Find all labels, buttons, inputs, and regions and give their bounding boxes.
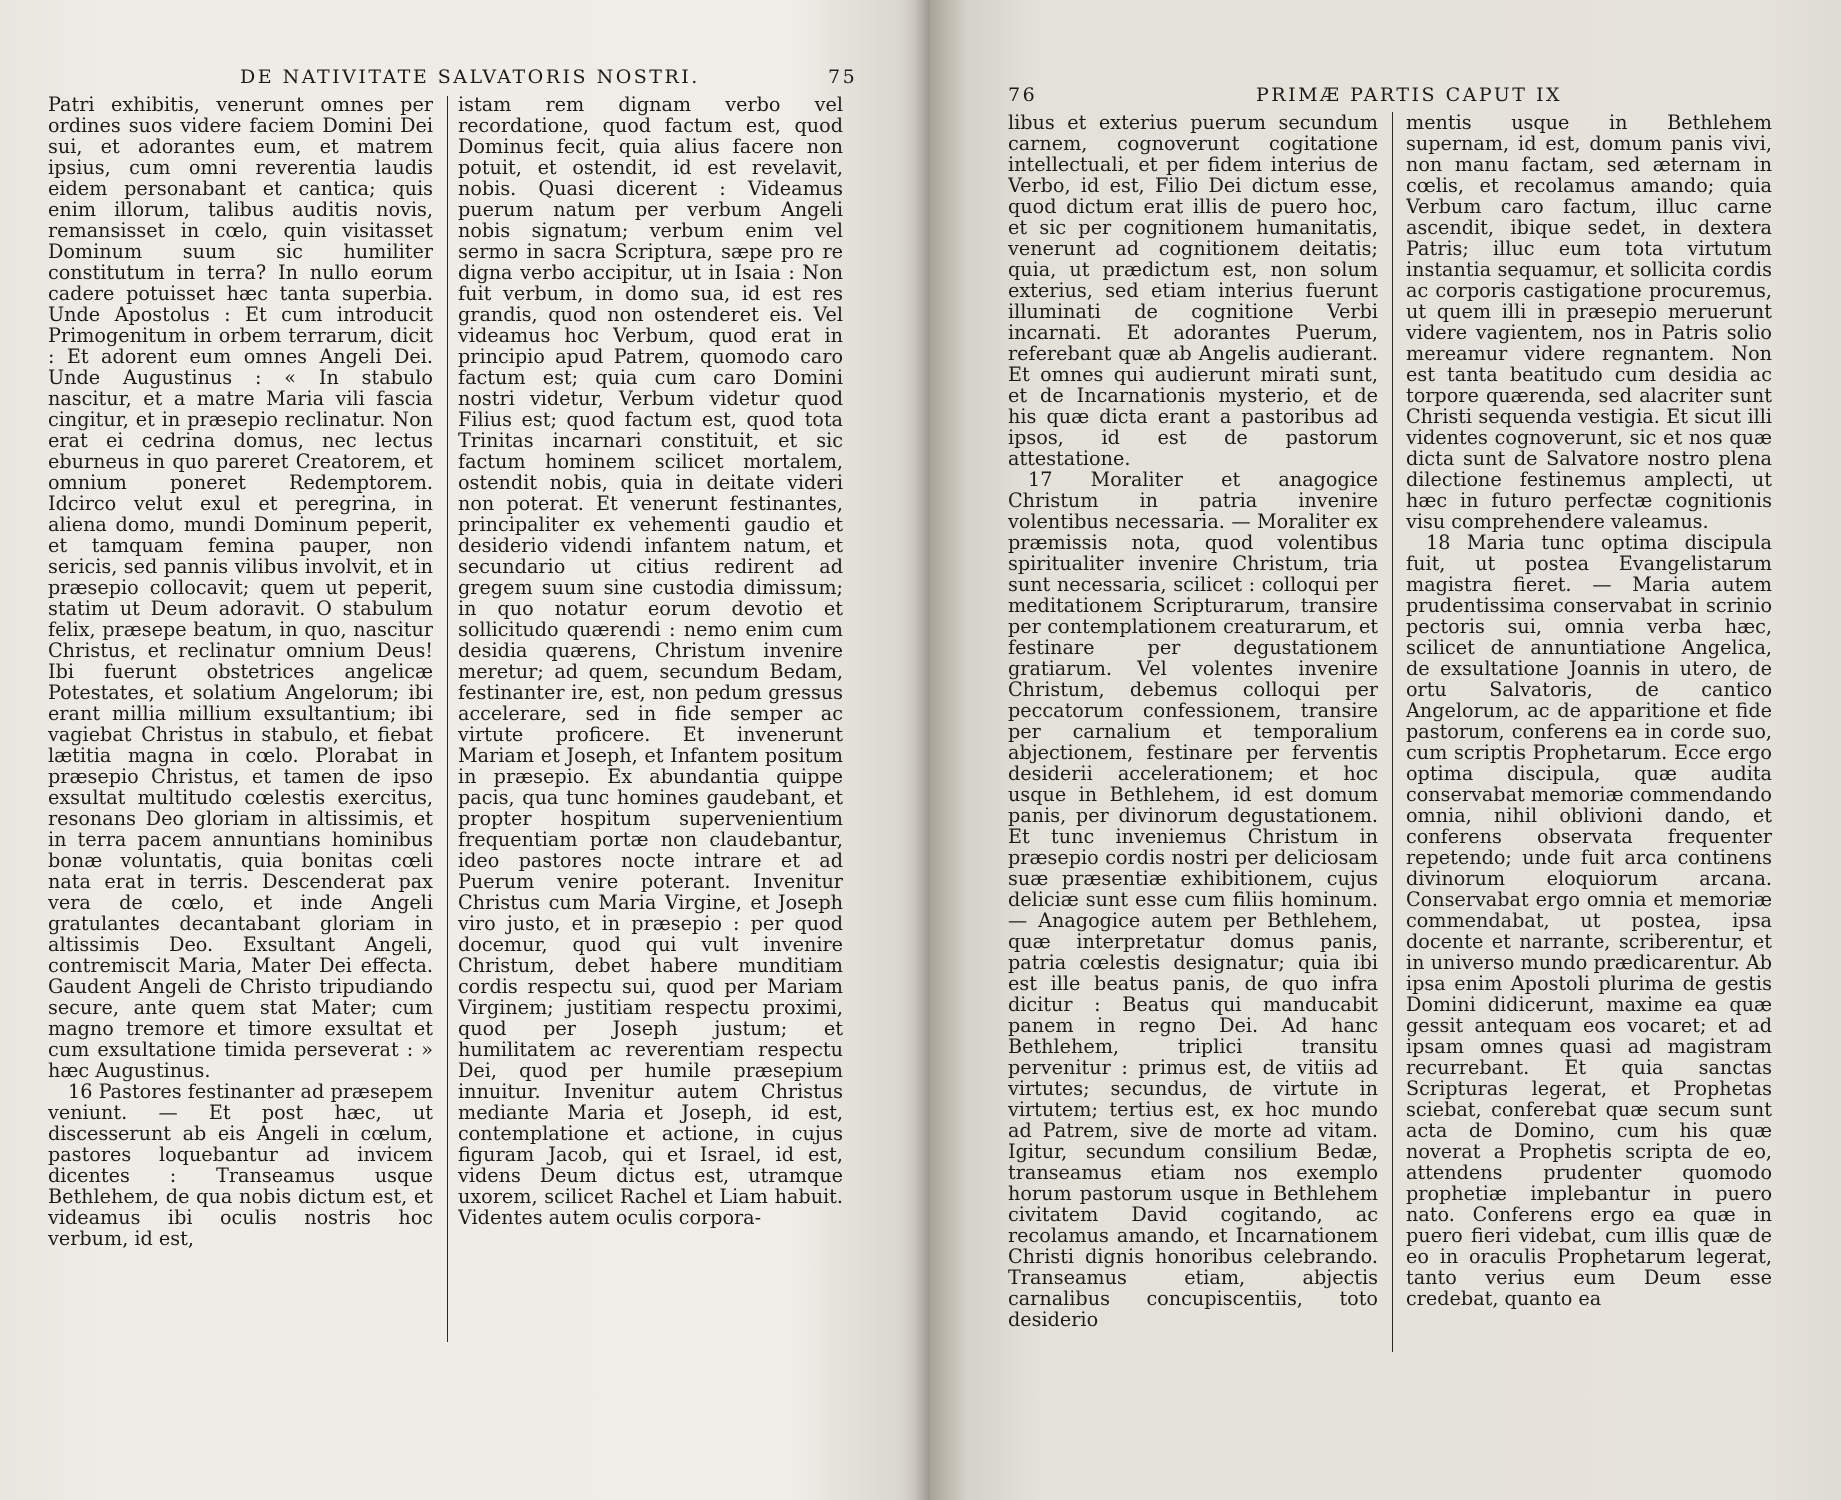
left-running-title: DE NATIVITATE SALVATORIS NOSTRI. <box>240 66 700 88</box>
right-running-title: PRIMÆ PARTIS CAPUT IX <box>1256 84 1563 106</box>
left-column-2 <box>458 94 843 1354</box>
right-page <box>930 0 1841 1500</box>
right-column-1 <box>1008 112 1378 1356</box>
right-col1-body: libus et exterius puerum secundum carnem, cognoverunt cogitatione intellectuali, et per fidem interius de Verbo, id est, Filio Dei dictum esse, quod dictum erat illis de puero hoc, et sic per cognitionem humanitatis, venerunt ad cognitionem deitatis; quia, ut prædictum est, non solum exterius, sed etiam interius fuerunt illuminati de cognitione Verbi incarnati. Et adorantes Puerum, referebant quæ ab Angelis audierant. Et omnes qui audierunt mirati sunt, et de Incarnationis mysterio, et de his quæ dicta erant a pastoribus ad ipsos, id est de pastorum attestatione. <box>1008 112 1378 470</box>
right-column-2 <box>1406 112 1772 1356</box>
right-col2-section-18: 18 Maria tunc optima discipula fuit, ut postea Evangelistarum magistra fieret. — Maria autem prudentissima conservabat in scrinio pectoris sui, omnia verba hæc, scilicet de annuntiatione Angelica, de exsultatione Joannis in utero, de ortu Salvatoris, de cantico Angelorum, ac de apparitione et fide pastorum, conferens ea in corde suo, cum scriptis Prophetarum. Ecce ergo optima discipula, quæ audita conservabat memoriæ commendando omnia, nihil oblivioni dando, et conferens observata frequenter repetendo; unde fuit arca continens divinorum eloquiorum arcana. Conservabat ergo omnia et memoriæ commendabat, ut postea, ipsa docente et narrante, scriberentur, et in universo mundo prædicarentur. Ab ipsa enim Apostoli plurima de gestis Domini didicerunt, maxime ea quæ gessit antequam eos vocaret; et ad ipsam omnes quasi ad magistram recurrebant. Et quia sanctas Scripturas legerat, et Prophetas sciebat, conferebat quæ secum sunt acta de Domino, cum his quæ noverat a Prophetis scripta de eo, attendens prudenter quomodo prophetiæ implebantur in puero nato. Conferens ergo ea quæ in puero fieri videbat, cum illis quæ de eo in oraculis Prophetarum legerat, tanto verius eum Deum esse credebat, quanto ea <box>1406 531 1772 1310</box>
right-column-rule <box>1392 112 1393 1352</box>
right-col2-body: mentis usque in Bethlehem supernam, id est, domum panis vivi, non manu factam, sed æternam in cœlis, et recolamus amando; quia Verbum caro factum, illuc carne ascendit, ibique sedet, in dextera Patris; illuc eum tota virtutum instantia sequamur, et sollicita cordis ac corporis castigatione procuremus, ut quem illi in præsepio meruerunt videre vagientem, nos in Patris solio mereamur videre regnantem. Non est tanta beatitudo cum desidia ac torpore quærenda, sed alacriter sunt Christi sequenda vestigia. Et sicut illi videntes cognoverunt, sic et nos quæ dicta sunt de Salvatore nostro plena dilectione festinemus amplecti, ut hæc in futuro perfectæ cognitionis visu comprehendere valeamus. <box>1406 112 1772 533</box>
right-col1-section-17: 17 Moraliter et anagogice Christum in patria invenire volentibus necessaria. — Moraliter ex præmissis nota, quod volentibus spiritualiter invenire Christum, tria sunt necessaria, scilicet : colloqui per meditationem Scripturarum, transire per contemplationem creaturarum, et festinare per degustationem gratiarum. Vel volentes invenire Christum, debemus colloqui per peccatorum confessionem, transire per carnalium et temporalium abjectionem, festinare per ferventis desiderii accelerationem; et hoc usque in Bethlehem, id est domum panis, per divinorum degustationem. Et tunc inveniemus Christum in præsepio cordis nostri per deliciosam suæ præsentiæ exhibitionem, cujus deliciæ sunt esse cum filiis hominum. — Anagogice autem per Bethlehem, quæ interpretatur domus panis, patria cœlestis designatur; quia ibi est ille beatus panis, de quo infra dicitur : Beatus qui manducabit panem in regno Dei. Ad hanc Bethlehem, triplici transitu pervenitur : primus est, de vitiis ad virtutes; secundus, de virtute in virtutem; tertius est, ex hoc mundo ad Patrem, sive de morte ad vitam. Igitur, secundum consilium Bedæ, transeamus etiam nos exemplo horum pastorum usque in Bethlehem civitatem David cogitando, ac recolamus amando, et Incarnationem Christi dignis honoribus celebrando. Transeamus etiam, abjectis carnalibus concupiscentiis, toto desiderio <box>1008 468 1378 1331</box>
left-page-number: 75 <box>828 66 858 88</box>
right-page-number: 76 <box>1008 84 1038 106</box>
left-column-1 <box>48 94 433 1354</box>
left-column-rule <box>447 96 448 1342</box>
left-col1-body: Patri exhibitis, venerunt omnes per ordines suos videre faciem Domini Dei sui, et adorantes eum, et matrem ipsius, cum omni reverentia laudis eidem personabant et cantica; quis enim illorum, talibus auditis novis, remansisset in cœlo, quin visitasset Dominum suum sic humiliter constitutum in terra? In nullo eorum cadere potuisset hæc tanta superbia. Unde Apostolus : Et cum introducit Primogenitum in orbem terrarum, dicit : Et adorent eum omnes Angeli Dei. Unde Augustinus : « In stabulo nascitur, et a matre Maria vili fascia cingitur, et in præsepio reclinatur. Non erat ei cedrina domus, nec lectus eburneus in quo pareret Creatorem, et omnium poneret Redemptorem. Idcirco velut exul et peregrina, in aliena domo, mundi Dominum peperit, et tamquam femina pauper, non sericis, sed pannis vilibus involvit, et in præsepio collocavit; quem ut peperit, statim ut Deum adoravit. O stabulum felix, præsepe beatum, in quo, nascitur Christus, et reclinatur omnium Deus! Ibi fuerunt obstetrices angelicæ Potestates, et solatium Angelorum; ibi erant millia millium exsultantium; ibi vagiebat Christus in stabulo, et fiebat lætitia magna in cœlo. Plorabat in præsepio Christus, et tamen de ipso exsultat multitudo cœlestis exercitus, resonans Deo gloriam in altissimis, et in terra pacem annuntians hominibus bonæ voluntatis, quia bonitas cœli nata erat in terris. Descenderat pax vera de cœlo, et inde Angeli gratulantes decantabant gloriam in altissimis Deo. Exsultant Angeli, contremiscit Maria, Mater Dei effecta. Gaudent Angeli de Christo tripudiando secure, ante quem stat Mater; cum magno tremore et timore exsultat et cum exsultatione timida perseverat : » hæc Augustinus. <box>48 94 433 1082</box>
left-col1-section-16: 16 Pastores festinanter ad præsepem veniunt. — Et post hæc, ut discesserunt ab eis Angeli in cœlum, pastores loquebantur ad invicem dicentes : Transeamus usque Bethlehem, de qua nobis dictum est, et videamus ibi oculis nostris hoc verbum, id est, <box>48 1080 433 1250</box>
left-col2-body: istam rem dignam verbo vel recordatione, quod factum est, quod Dominus fecit, quia alius facere non potuit, et ostendit, id est revelavit, nobis. Quasi dicerent : Videamus puerum natum per verbum Angeli nobis signatum; verbum enim vel sermo in sacra Scriptura, sæpe pro re digna verbo accipitur, ut in Isaia : Non fuit verbum, in domo sua, id est res grandis, quod non ostenderet eis. Vel videamus hoc Verbum, quod erat in principio apud Patrem, quomodo caro factum est; quia cum caro Domini nostri videtur, Verbum videtur quod Filius est; quod factum est, quod tota Trinitas incarnari constituit, et sic factum hominem scilicet mortalem, ostendit nobis, quia in deitate videri non poterat. Et venerunt festinantes, principaliter ex vehementi gaudio et desiderio videndi infantem natum, et secundario ut citius redirent ad gregem suum sine custodia dimissum; in quo notatur eorum devotio et sollicitudo quærendi : nemo enim cum desidia quærens, Christum invenire meretur; ad quem, secundum Bedam, festinanter ire, est, non pedum gressus accelerare, sed in fide semper ac virtute proficere. Et invenerunt Mariam et Joseph, et Infantem positum in præsepio. Ex abundantia quippe pacis, qua tunc homines gaudebant, et propter hospitum supervenientium frequentiam portæ non claudebantur, ideo pastores nocte intrare et ad Puerum venire poterant. Invenitur Christus cum Maria Virgine, et Joseph viro justo, et in præsepio : per quod docemur, quod qui vult invenire Christum, debet habere munditiam cordis respectu sui, quod per Mariam Virginem; justitiam respectu proximi, quod per Joseph justum; et humilitatem ac reverentiam respectu Dei, quod per humile præsepium innuitur. Invenitur autem Christus mediante Maria et Joseph, id est, contemplatione et actione, in cujus figuram Jacob, qui et Israel, id est, videns Deum dictus est, utramque uxorem, scilicet Rachel et Liam habuit. Videntes autem oculis corpora- <box>458 94 843 1229</box>
